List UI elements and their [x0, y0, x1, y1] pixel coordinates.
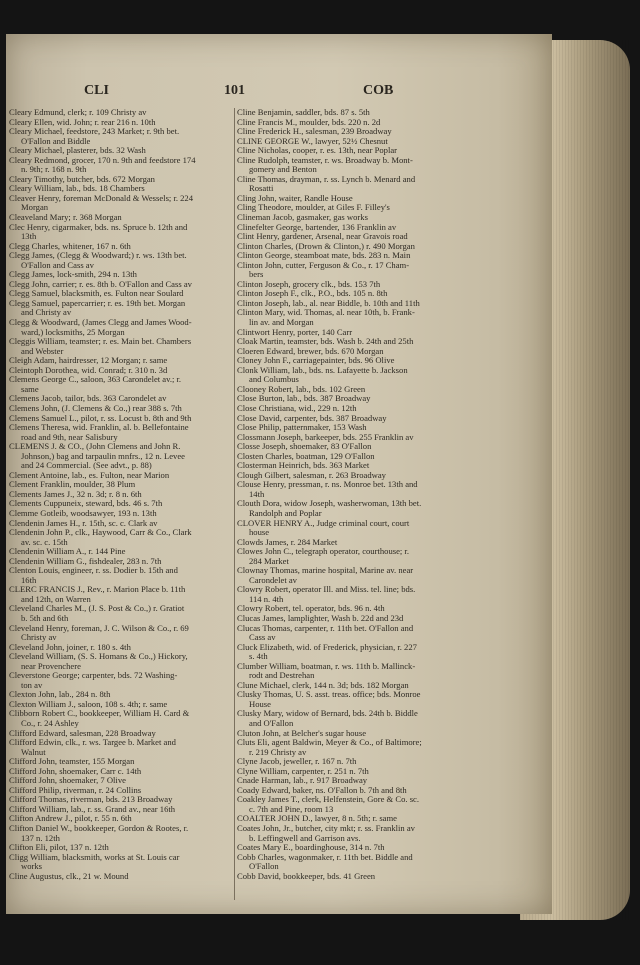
directory-entry: Cleintoph Dorothea, wid. Conrad; r. 310 n. 3d [9, 365, 168, 375]
directory-entry: Clinton Joseph, lab., al. near Biddle, b. 10th and 11th [237, 298, 420, 308]
directory-entry: Clements Cuppuneix, steward, bds. 46 s. 7th [9, 499, 163, 509]
directory-entry: Cluts Eli, agent Baldwin, Meyer & Co., of Baltimore; [237, 738, 422, 748]
entry-continuation: and Christy av [21, 308, 72, 318]
entry-continuation: 14th [249, 489, 265, 499]
entry-continuation: house [249, 528, 270, 538]
directory-entry: Clifford John, shoemaker, Carr c. 14th [9, 766, 142, 776]
directory-entry: Close Burton, lab., bds. 387 Broadway [237, 394, 371, 404]
entry-continuation: Johnson,) bag and tarpaulin mnfrs., 12 n. Levee [21, 451, 185, 461]
directory-entry: Clinton Mary, wid. Thomas, al. near 10th, b. Frank- [237, 308, 415, 318]
directory-entry: Cloak Martin, teamster, bds. Wash b. 24th and 25th [237, 337, 414, 347]
entry-continuation: and Webster [21, 346, 64, 356]
directory-entry: Clenton Louis, engineer, r. ss. Dodier b. 15th and [9, 566, 178, 576]
directory-entry: Cleary Ellen, wid. John; r. rear 216 n. 10th [9, 117, 156, 127]
directory-entry: Cleary William, lab., bds. 18 Chambers [9, 184, 145, 194]
directory-entry: Clinton Charles, (Drown & Clinton,) r. 490 Morgan [237, 241, 415, 251]
directory-entry: Cleggis William, teamster; r. es. Main bet. Chambers [9, 337, 192, 347]
directory-entry: Clifford William, lab., r. ss. Grand av., near 16th [9, 804, 176, 814]
directory-entry: Cligg William, blacksmith, works at St. Louis car [9, 852, 180, 862]
entry-continuation: rodt and Destrehan [249, 671, 315, 681]
directory-entry: Clowes John C., telegraph operator, courthouse; r. [237, 547, 409, 557]
entry-continuation: Walnut [21, 747, 46, 757]
directory-entry: Cleary Redmond, grocer, 170 n. 9th and feedstore 174 [9, 155, 196, 165]
directory-entry: Closse Joseph, shoemaker, 83 O'Fallon [237, 442, 372, 452]
directory-entry: Clownay Thomas, marine hospital, Marine av. near [237, 566, 414, 576]
entry-continuation: lin av. and Morgan [249, 318, 314, 328]
directory-entry: Clusky Thomas, U. S. asst. treas. office; bds. Monroe [237, 690, 421, 700]
entry-continuation: and 12th, on Warren [21, 594, 91, 604]
directory-entry: Clough Gilbert, salesman, r. 263 Broadway [237, 470, 386, 480]
directory-entry: Clendenin James H., r. 15th, sc. c. Clark av [9, 518, 158, 528]
entry-continuation: Co., r. 24 Ashley [21, 719, 79, 728]
directory-entry: Cline Augustus, clk., 21 w. Mound [9, 871, 129, 881]
directory-entry: Cleaver Henry, foreman McDonald & Wessels; r. 224 [9, 193, 194, 203]
directory-entry: Cobb Charles, wagonmaker, r. 11th bet. Biddle and [237, 852, 413, 862]
directory-entry: Clexton John, lab., 284 n. 8th [9, 690, 111, 700]
entry-continuation: av. sc. c. 15th [21, 537, 68, 547]
directory-entry: Cline Thomas, drayman, r. ss. Lynch b. Menard and [237, 174, 416, 184]
directory-entry: Clifford John, shoemaker, 7 Olive [9, 776, 126, 786]
entry-continuation: Cass av [249, 633, 276, 643]
entry-continuation: c. 7th and Pine, room 13 [249, 804, 334, 814]
entry-continuation: Randolph and Poplar [249, 508, 322, 518]
entry-continuation: r. 219 Christy av [249, 747, 307, 757]
entry-continuation: Christy av [21, 633, 57, 643]
directory-entry: Clifton Eli, pilot, 137 n. 12th [9, 843, 109, 853]
directory-entry: Cling John, waiter, Randle House [237, 193, 353, 203]
directory-entry: Clec Henry, cigarmaker, bds. ns. Spruce b. 12th and [9, 222, 188, 232]
directory-entry: Clemme Gotleib, woodsawyer, 193 n. 13th [9, 508, 157, 518]
directory-entry: Clifford Philip, riverman, r. 24 Collins [9, 785, 142, 795]
entry-continuation: 16th [21, 575, 37, 585]
entry-continuation: gomery and Benton [249, 165, 317, 175]
directory-entry: Clineman Jacob, gasmaker, gas works [237, 213, 368, 223]
entry-continuation: 137 n. 12th [21, 833, 60, 843]
directory-entry: Cluck Elizabeth, wid. of Frederick, physician, r. 227 [237, 642, 417, 652]
entry-continuation: Rosatti [249, 184, 274, 194]
directory-entry: Cleveland Charles M., (J. S. Post & Co.,) r. Gratiot [9, 604, 185, 614]
directory-entry: Clendenin John P., clk., Haywood, Carr & Co., Clark [9, 528, 192, 538]
entry-continuation: road and 9th, near Salisbury [21, 432, 118, 442]
directory-entry: Coady Edward, baker, ns. O'Fallon b. 7th and 8th [237, 785, 407, 795]
directory-entry: Clifford John, teamster, 155 Morgan [9, 757, 135, 767]
directory-entry: Clifford Edward, salesman, 228 Broadway [9, 728, 156, 738]
entry-continuation: O'Fallon and Cass av [21, 260, 94, 270]
directory-entry: COALTER JOHN D., lawyer, 8 n. 5th; r. same [237, 814, 397, 824]
entry-continuation: works [21, 862, 43, 872]
directory-entry: Cling Theodore, moulder, at Giles F. Filley's [237, 203, 390, 213]
entry-continuation: Carondelet av [249, 575, 297, 585]
directory-entry: Closterman Heinrich, bds. 363 Market [237, 461, 370, 471]
directory-entry: Clune Michael, clerk, 144 n. 3d; bds. 182 Morgan [237, 680, 409, 690]
directory-entry: Clinton Joseph F., clk., P.O., bds. 105 n. 8th [237, 289, 388, 299]
directory-entry: Cleverstone George; carpenter, bds. 72 Washing- [9, 671, 178, 681]
entry-continuation: n. 9th; r. 168 n. 9th [21, 165, 87, 175]
entry-continuation: ward,) locksmiths, 25 Morgan [21, 327, 125, 337]
directory-entry: Clegg Samuel, papercarrier; r. es. 19th bet. Morgan [9, 298, 186, 308]
directory-entry: Cloney John F., carriagepainter, bds. 96 Olive [237, 356, 395, 366]
entry-continuation: and Columbus [249, 375, 299, 385]
directory-entry: Coates John, Jr., butcher, city mkt; r. ss. Franklin av [237, 824, 415, 834]
entry-continuation: Morgan [21, 203, 49, 213]
left-column [9, 108, 237, 881]
directory-entry: Cobb David, bookkeeper, bds. 41 Green [237, 871, 376, 881]
column-divider [234, 108, 235, 900]
entry-continuation: and O'Fallon [249, 719, 294, 728]
directory-entry: Clowry Robert, operator Ill. and Miss. tel. line; bds. [237, 585, 416, 595]
entry-continuation: House [249, 699, 271, 709]
page-number: 101 [224, 83, 245, 98]
directory-entry: Clucas James, lamplighter, Wash b. 22d and 23d [237, 613, 404, 623]
directory-entry: Cline Frederick H., salesman, 239 Broadway [237, 127, 392, 137]
directory-entry: Clooney Robert, lab., bds. 102 Green [237, 384, 366, 394]
directory-entry: Clifton Andrew J., pilot, r. 55 n. 6th [9, 814, 132, 824]
directory-entry: CLEMENS J. & CO., (John Clemens and John R. [9, 442, 181, 452]
directory-entry: CLOVER HENRY A., Judge criminal court, court [237, 518, 410, 528]
entry-continuation: s. 4th [249, 652, 268, 662]
directory-entry: Clinton Joseph, grocery clk., bds. 153 7th [237, 279, 381, 289]
directory-entry: Cline Francis M., moulder, bds. 220 n. 2d [237, 117, 381, 127]
directory-entry: Clintwort Henry, porter, 140 Carr [237, 327, 353, 337]
directory-entry: Cline Rudolph, teamster, r. ws. Broadway b. Mont- [237, 155, 413, 165]
directory-entry: Clyne William, carpenter, r. 251 n. 7th [237, 766, 369, 776]
directory-entry: Clinton John, cutter, Ferguson & Co., r. 17 Cham- [237, 260, 410, 270]
directory-entry: Cleveland Henry, foreman, J. C. Wilson & Co., r. 69 [9, 623, 189, 633]
directory-page [6, 34, 552, 914]
directory-entry: Clendenin William A., r. 144 Pine [9, 547, 126, 557]
directory-entry: Clegg & Woodward, (James Clegg and James Wood- [9, 318, 192, 328]
directory-entry: Clifford Thomas, riverman, bds. 213 Broadway [9, 795, 173, 805]
directory-entry: Clegg Charles, whitener, 167 n. 6th [9, 241, 131, 251]
directory-entry: Clemens Samuel L., pilot, r. ss. Locust b. 8th and 9th [9, 413, 192, 423]
directory-entry: Clegg Samuel, blacksmith, es. Fulton near Soulard [9, 289, 184, 299]
page-header [6, 83, 552, 103]
directory-entry: Clemens George C., saloon, 363 Carondelet av.; r. [9, 375, 182, 385]
entry-continuation: bers [249, 270, 264, 280]
directory-entry: Clexton William J., saloon, 108 s. 4th; r. same [9, 699, 168, 709]
directory-entry: Clifton Daniel W., bookkeeper, Gordon & Rootes, r. [9, 824, 189, 834]
entry-continuation: b. Leffingwell and Garrison avs. [249, 833, 361, 843]
directory-entry: Cleary Timothy, butcher, bds. 672 Morgan [9, 174, 155, 184]
entry-continuation: 114 n. 4th [249, 594, 284, 604]
directory-entry: Cnade Harman, lab., r. 917 Broadway [237, 776, 368, 786]
directory-entry: Cline Benjamin, saddler, bds. 87 s. 5th [237, 108, 370, 117]
directory-entry: Cleaveland Mary; r. 368 Morgan [9, 213, 122, 223]
directory-entry: Clowry Robert, tel. operator, bds. 96 n. 4th [237, 604, 385, 614]
directory-entry: Clibborn Robert C., bookkeeper, William H. Card & [9, 709, 190, 719]
directory-entry: Clint Henry, gardener, Arsenal, near Gravois road [237, 232, 408, 242]
directory-entry: Clegg James, lock-smith, 294 n. 13th [9, 270, 137, 280]
directory-entry: Coakley James T., clerk, Helfenstein, Gore & Co. sc. [237, 795, 420, 805]
entry-continuation: near Provenchere [21, 661, 81, 671]
directory-entry: Clumber William, boatman, r. ws. 11th b. Mallinck- [237, 661, 416, 671]
directory-entry: Clossmann Joseph, barkeeper, bds. 255 Franklin av [237, 432, 414, 442]
directory-entry: Cloeren Edward, brewer, bds. 670 Morgan [237, 346, 384, 356]
directory-entry: Close David, carpenter, bds. 387 Broadway [237, 413, 387, 423]
directory-entry: Clements James J., 32 n. 3d; r. 8 n. 6th [9, 489, 142, 499]
entry-continuation: 284 Market [249, 556, 289, 566]
directory-entry: Clegg John, carrier; r. es. 8th b. O'Fallon and Cass av [9, 279, 192, 289]
header-left-guide-word: CLI [84, 83, 109, 98]
directory-entry: CLINE GEORGE W., lawyer, 52½ Chesnut [237, 136, 388, 146]
directory-entry: Clement Franklin, moulder, 38 Plum [9, 480, 136, 490]
entry-continuation: 13th [21, 232, 37, 242]
directory-entry: Clifford Edwin, clk., r. ws. Targee b. Market and [9, 738, 176, 748]
directory-entry: Closten Charles, boatman, 129 O'Fallon [237, 451, 375, 461]
directory-entry: Clowds James, r. 284 Market [237, 537, 338, 547]
directory-entry: Clusky Mary, widow of Bernard, bds. 24th b. Biddle [237, 709, 418, 719]
directory-entry: Cline Nicholas, cooper, r. es. 13th, near Poplar [237, 146, 398, 156]
directory-entry: CLERC FRANCIS J., Rev., r. Marion Place b. 11th [9, 585, 186, 595]
directory-entry: Clement Antoine, lab., es. Fulton, near Marion [9, 470, 170, 480]
directory-entry: Cleveland William, (S. S. Homans & Co.,) Hickory, [9, 652, 188, 662]
directory-entry: Clegg James, (Clegg & Woodward;) r. ws. 13th bet. [9, 251, 187, 261]
entry-continuation: same [21, 384, 39, 394]
directory-entry: Cleary Michael, plasterer, bds. 32 Wash [9, 146, 146, 156]
directory-entry: Clucas Thomas, carpenter, r. 11th bet. O'Fallon and [237, 623, 414, 633]
entry-continuation: b. 5th and 6th [21, 613, 69, 623]
directory-entry: Clinton George, steamboat mate, bds. 283 n. Main [237, 251, 411, 261]
entry-continuation: and 24 Commercial. (See advt., p. 88) [21, 461, 152, 471]
directory-entry: Close Philip, patternmaker, 153 Wash [237, 423, 367, 433]
directory-entry: Cleveland John, joiner, r. 180 s. 4th [9, 642, 131, 652]
directory-entry: Cleary Michael, feedstore, 243 Market; r. 9th bet. [9, 127, 180, 137]
right-column [237, 108, 477, 881]
directory-entry: Clemens Theresa, wid. Franklin, al. b. Bellefontaine [9, 423, 189, 433]
directory-entry: Clemens John, (J. Clemens & Co.,) rear 388 s. 7th [9, 403, 182, 413]
directory-entry: Clinefelter George, bartender, 136 Franklin av [237, 222, 397, 232]
directory-entry: Clouse Henry, pressman, r. ns. Monroe bet. 13th and [237, 480, 418, 490]
directory-entry: Clendenin William G., fishdealer, 283 n. 7th [9, 556, 162, 566]
directory-entry: Clyne Jacob, jeweller, r. 167 n. 7th [237, 757, 357, 767]
directory-entry: Cleary Edmund, clerk; r. 109 Christy av [9, 108, 147, 117]
directory-entry: Close Christiana, wid., 229 n. 12th [237, 403, 357, 413]
header-right-guide-word: COB [363, 83, 394, 98]
directory-entry: Clouth Dora, widow Joseph, washerwoman, 13th bet. [237, 499, 422, 509]
directory-entry: Clemens Jacob, tailor, bds. 363 Carondelet av [9, 394, 167, 404]
directory-entry: Coates Mary E., boardinghouse, 314 n. 7th [237, 843, 385, 853]
directory-entry: Clonk William, lab., bds. ns. Lafayette b. Jackson [237, 365, 408, 375]
entry-continuation: O'Fallon [249, 862, 279, 872]
directory-entry: Cleigh Adam, hairdresser, 12 Morgan; r. same [9, 356, 168, 366]
entry-continuation: ton av [21, 680, 43, 690]
entry-continuation: O'Fallon and Biddle [21, 136, 91, 146]
directory-entry: Cluton John, at Belcher's sugar house [237, 728, 367, 738]
